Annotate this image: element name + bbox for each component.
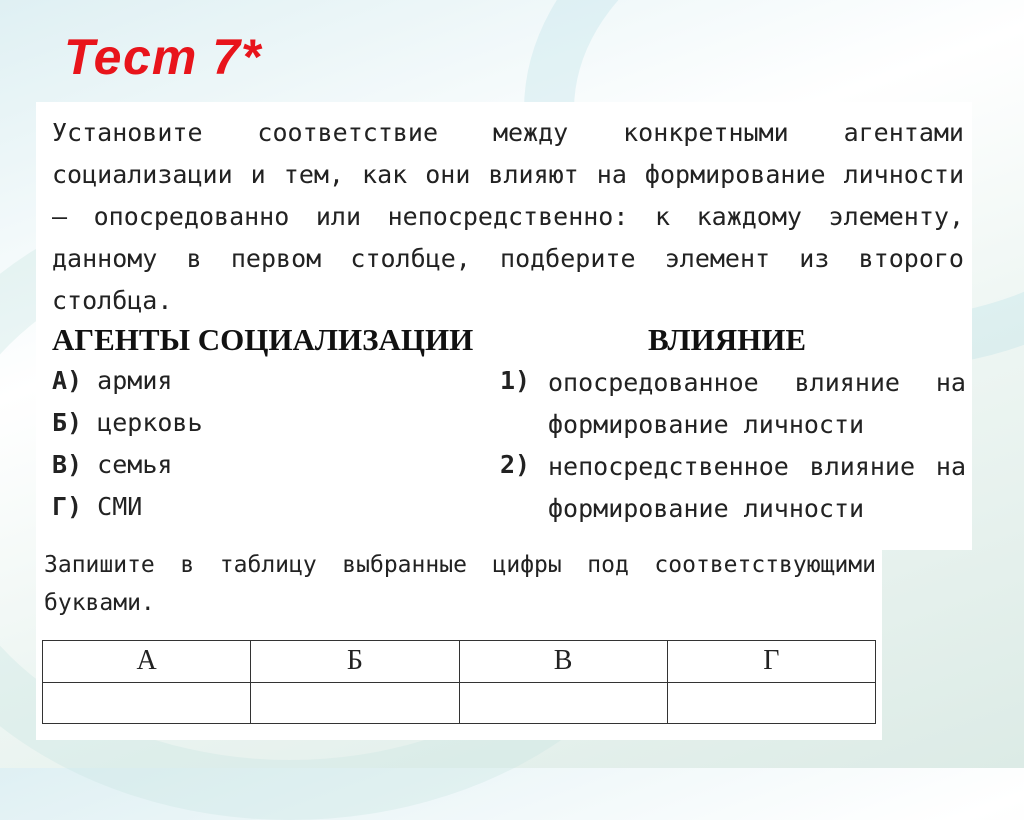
agent-text: церковь — [97, 408, 203, 437]
influence-number: 2) — [500, 450, 531, 479]
answer-header-cell: В — [459, 641, 667, 683]
agent-text: семья — [97, 450, 173, 479]
answer-input-cell[interactable] — [459, 682, 667, 724]
answer-header-cell: Б — [251, 641, 459, 683]
influence-number: 1) — [500, 366, 531, 395]
answer-table-input-row — [43, 682, 876, 724]
agent-text: СМИ — [97, 492, 143, 521]
agent-letter: А) — [52, 366, 83, 395]
answer-instruction: Запишите в таблицу выбранные цифры под соответствующими буквами. — [44, 552, 876, 616]
answer-table — [42, 640, 876, 724]
agent-item — [52, 492, 142, 521]
influence-text: опосредованное влияние на формирование личности — [548, 368, 966, 439]
answer-header-cell: А — [43, 641, 251, 683]
agents-column-header: АГЕНТЫ СОЦИАЛИЗАЦИИ — [52, 322, 474, 357]
agent-letter: Г) — [52, 492, 83, 521]
answer-input-cell[interactable] — [251, 682, 459, 724]
influence-column-header: ВЛИЯНИЕ — [648, 322, 806, 357]
answer-header-cell: Г — [667, 641, 875, 683]
agent-item — [52, 408, 203, 437]
answer-table-header-row — [43, 641, 876, 683]
agent-text: армия — [97, 366, 173, 395]
answer-input-cell[interactable] — [667, 682, 875, 724]
agent-letter: Б) — [52, 408, 83, 437]
agent-item — [52, 450, 172, 479]
task-instruction: Установите соответствие между конкретными агентами социализации и тем, как они влияют на формирование личности — опосредованно или непосредственно: к каждому элементу, данному в первом столбце, подберите элемент из второго столбца. — [52, 118, 964, 315]
agent-letter: В) — [52, 450, 83, 479]
slide-title: Тест 7* — [64, 29, 262, 85]
influence-text: непосредственное влияние на формирование личности — [548, 452, 966, 523]
agent-item — [52, 366, 172, 395]
answer-input-cell[interactable] — [43, 682, 251, 724]
